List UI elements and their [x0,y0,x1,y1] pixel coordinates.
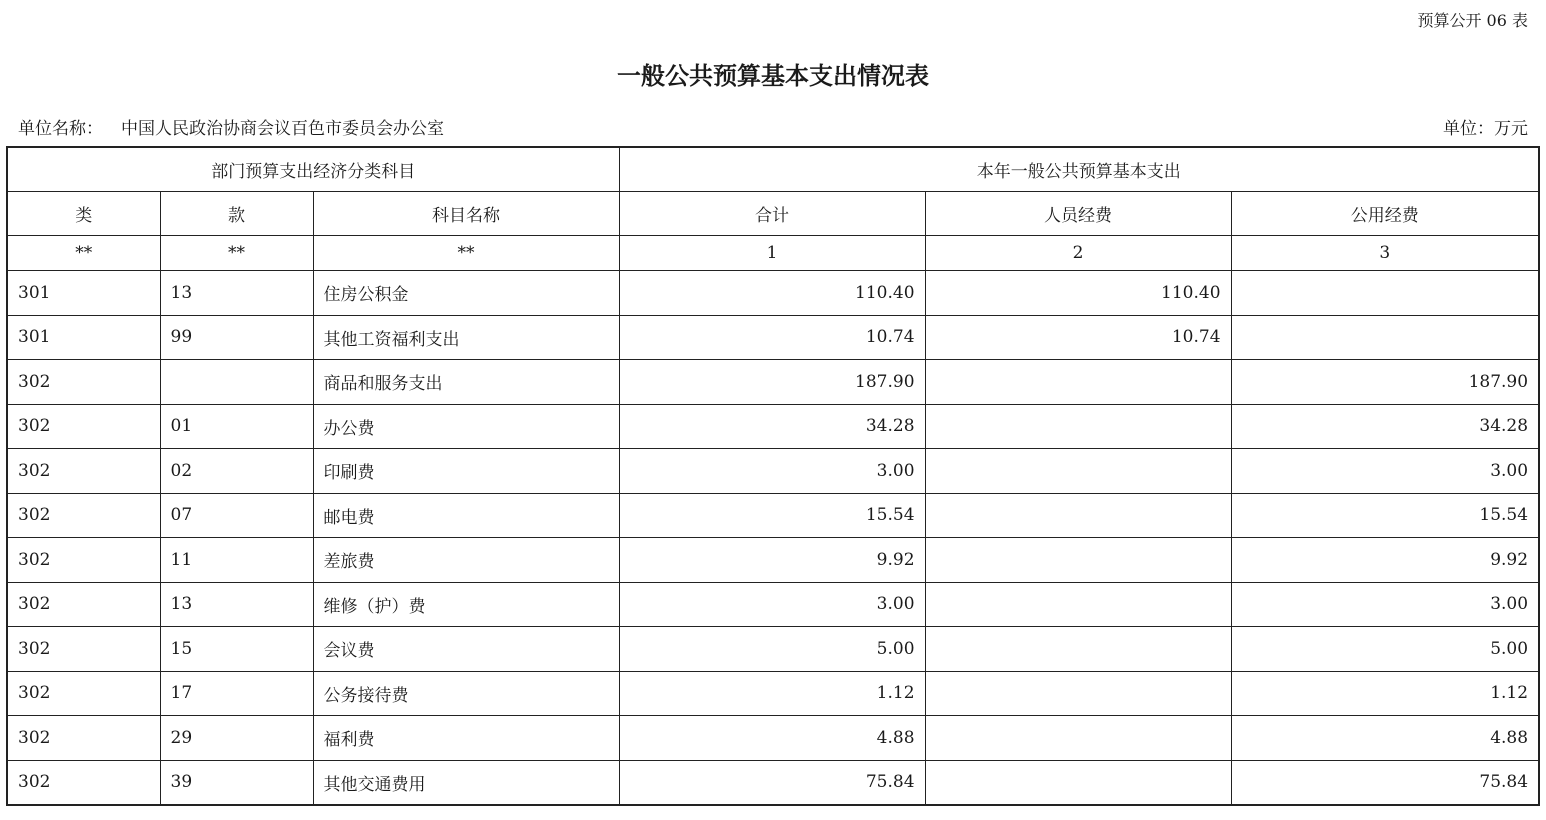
cell-item-name: 其他工资福利支出 [313,315,619,360]
table-row [7,760,1539,805]
table-row [7,493,1539,538]
cell-category: 302 [7,582,160,627]
cell-personnel [925,538,1231,583]
cell-total: 3.00 [619,449,925,494]
cell-item-name: 印刷费 [313,449,619,494]
index-cell: ** [7,236,160,271]
index-row [7,236,1539,271]
cell-personnel [925,671,1231,716]
cell-item-name: 其他交通费用 [313,760,619,805]
cell-personnel [925,493,1231,538]
cell-total: 9.92 [619,538,925,583]
cell-total: 5.00 [619,627,925,672]
cell-public: 3.00 [1231,449,1539,494]
column-header-total: 合计 [619,192,925,236]
column-header-personnel: 人员经费 [925,192,1231,236]
cell-category: 302 [7,627,160,672]
group-header-expenditure: 本年一般公共预算基本支出 [619,147,1539,192]
page-title: 一般公共预算基本支出情况表 [617,62,929,90]
cell-public: 15.54 [1231,493,1539,538]
cell-total: 34.28 [619,404,925,449]
column-header-category: 类 [7,192,160,236]
cell-category: 302 [7,449,160,494]
cell-category: 302 [7,360,160,405]
cell-item-name: 会议费 [313,627,619,672]
cell-section: 39 [160,760,313,805]
cell-personnel [925,360,1231,405]
budget-table [6,146,1540,806]
cell-section: 11 [160,538,313,583]
column-header-row [7,192,1539,236]
cell-personnel [925,760,1231,805]
cell-category: 302 [7,716,160,761]
cell-total: 110.40 [619,271,925,316]
cell-section: 07 [160,493,313,538]
table-row [7,404,1539,449]
table-row [7,627,1539,672]
cell-public: 1.12 [1231,671,1539,716]
unit-name-value: 中国人民政治协商会议百色市委员会办公室 [121,119,444,139]
table-row [7,671,1539,716]
currency-unit: 单位：万元 [1443,119,1528,139]
index-cell: 2 [925,236,1231,271]
cell-section: 01 [160,404,313,449]
cell-total: 3.00 [619,582,925,627]
cell-total: 10.74 [619,315,925,360]
cell-personnel [925,449,1231,494]
cell-personnel: 110.40 [925,271,1231,316]
column-header-section: 款 [160,192,313,236]
cell-public: 75.84 [1231,760,1539,805]
cell-item-name: 福利费 [313,716,619,761]
cell-section: 15 [160,627,313,672]
cell-personnel [925,404,1231,449]
cell-category: 302 [7,404,160,449]
cell-personnel: 10.74 [925,315,1231,360]
cell-total: 1.12 [619,671,925,716]
cell-personnel [925,716,1231,761]
cell-category: 302 [7,671,160,716]
table-row [7,360,1539,405]
cell-category: 302 [7,538,160,583]
cell-personnel [925,627,1231,672]
cell-public: 3.00 [1231,582,1539,627]
table-row [7,449,1539,494]
cell-section: 02 [160,449,313,494]
cell-section [160,360,313,405]
cell-item-name: 办公费 [313,404,619,449]
cell-section: 13 [160,271,313,316]
cell-category: 301 [7,315,160,360]
cell-public: 187.90 [1231,360,1539,405]
cell-personnel [925,582,1231,627]
cell-total: 75.84 [619,760,925,805]
cell-section: 13 [160,582,313,627]
column-header-item-name: 科目名称 [313,192,619,236]
cell-item-name: 公务接待费 [313,671,619,716]
cell-item-name: 维修（护）费 [313,582,619,627]
table-row [7,271,1539,316]
cell-total: 4.88 [619,716,925,761]
unit-name-label: 单位名称： [18,119,103,139]
index-cell: 1 [619,236,925,271]
cell-public: 34.28 [1231,404,1539,449]
cell-item-name: 差旅费 [313,538,619,583]
table-row [7,315,1539,360]
table-row [7,538,1539,583]
cell-public [1231,271,1539,316]
table-row [7,716,1539,761]
cell-section: 99 [160,315,313,360]
cell-item-name: 商品和服务支出 [313,360,619,405]
column-header-public: 公用经费 [1231,192,1539,236]
cell-item-name: 邮电费 [313,493,619,538]
cell-item-name: 住房公积金 [313,271,619,316]
group-header-row [7,147,1539,192]
cell-public: 5.00 [1231,627,1539,672]
cell-category: 302 [7,493,160,538]
cell-total: 187.90 [619,360,925,405]
cell-category: 301 [7,271,160,316]
cell-category: 302 [7,760,160,805]
table-row [7,582,1539,627]
cell-public: 4.88 [1231,716,1539,761]
unit-name-line [18,114,444,139]
cell-public: 9.92 [1231,538,1539,583]
cell-section: 29 [160,716,313,761]
index-cell: ** [160,236,313,271]
cell-total: 15.54 [619,493,925,538]
form-number: 预算公开 06 表 [1417,11,1528,30]
group-header-classification: 部门预算支出经济分类科目 [7,147,619,192]
cell-section: 17 [160,671,313,716]
index-cell: 3 [1231,236,1539,271]
cell-public [1231,315,1539,360]
index-cell: ** [313,236,619,271]
